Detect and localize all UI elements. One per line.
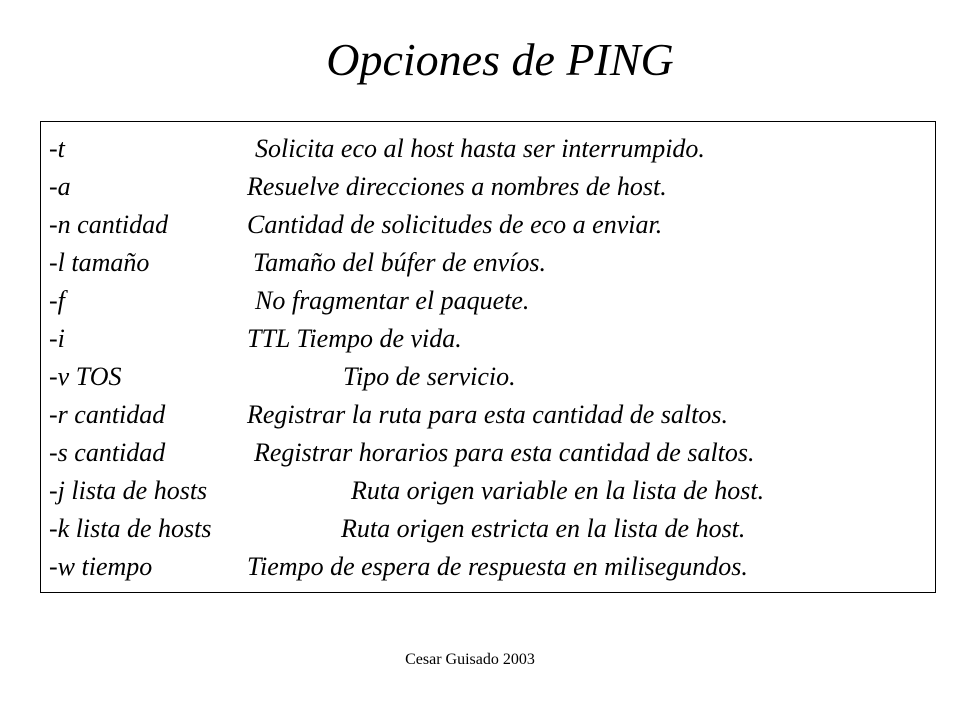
option-row-a xyxy=(49,168,929,206)
option-row-l xyxy=(49,244,929,282)
option-description: Registrar la ruta para esta cantidad de saltos. xyxy=(247,400,728,429)
option-description: TTL Tiempo de vida. xyxy=(247,324,462,353)
option-flag: -s cantidad xyxy=(49,438,166,467)
options-list xyxy=(40,121,936,593)
option-row-w xyxy=(49,548,929,586)
option-flag: -i xyxy=(49,324,65,353)
option-row-f xyxy=(49,282,929,320)
option-row-i xyxy=(49,320,929,358)
option-row-n xyxy=(49,206,929,244)
option-description: Ruta origen variable en la lista de host. xyxy=(351,476,765,505)
slide-footer: Cesar Guisado 2003 xyxy=(405,651,535,668)
option-flag: -w tiempo xyxy=(49,552,153,581)
option-flag: -f xyxy=(49,286,65,315)
option-description: Solicita eco al host hasta ser interrumpido. xyxy=(255,134,705,163)
option-flag: -n cantidad xyxy=(49,210,169,239)
option-description: Resuelve direcciones a nombres de host. xyxy=(247,172,667,201)
option-flag: -v TOS xyxy=(49,362,122,391)
option-flag: -l tamaño xyxy=(49,248,150,277)
option-flag: -r cantidad xyxy=(49,400,166,429)
option-description: No fragmentar el paquete. xyxy=(255,286,530,315)
slide-title: Opciones de PING xyxy=(326,34,674,85)
option-row-v xyxy=(49,358,929,396)
option-row-t xyxy=(49,130,929,168)
option-flag: -t xyxy=(49,134,65,163)
option-flag: -k lista de hosts xyxy=(49,514,212,543)
option-description: Ruta origen estricta en la lista de host. xyxy=(341,514,746,543)
option-description: Tamaño del búfer de envíos. xyxy=(253,248,546,277)
option-row-r xyxy=(49,396,929,434)
option-description: Cantidad de solicitudes de eco a enviar. xyxy=(247,210,663,239)
option-description: Registrar horarios para esta cantidad de saltos. xyxy=(254,438,755,467)
option-flag: -j lista de hosts xyxy=(49,476,208,505)
option-flag: -a xyxy=(49,172,71,201)
option-row-s xyxy=(49,434,929,472)
option-description: Tiempo de espera de respuesta en milisegundos. xyxy=(247,552,748,581)
option-row-k xyxy=(49,510,929,548)
option-description: Tipo de servicio. xyxy=(343,362,516,391)
option-row-j xyxy=(49,472,929,510)
